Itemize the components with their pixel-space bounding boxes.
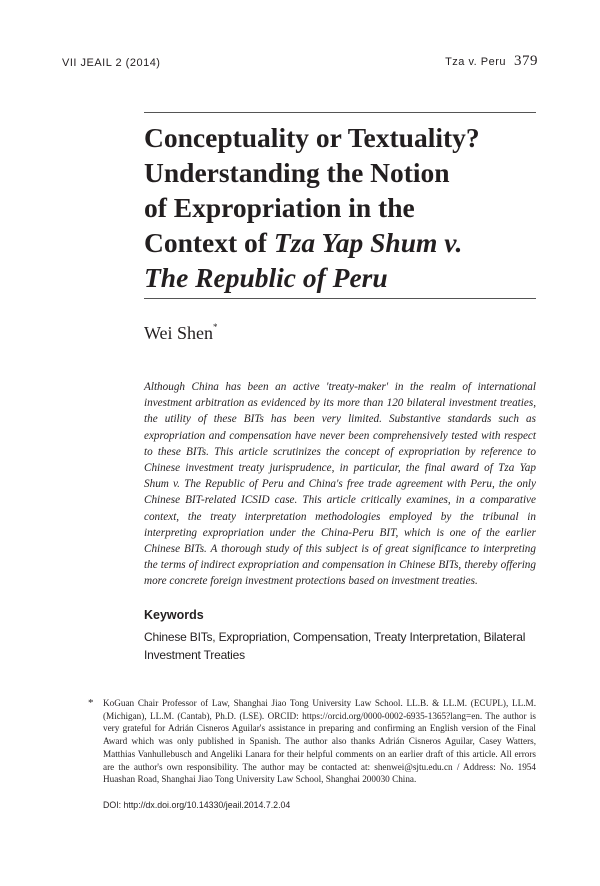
abstract: Although China has been an active 'treaty-maker' in the realm of international investment arbitration as evidenced by its more than 120 bilateral investment treaties, the utility of these BITs has been very limited. Substantive standards such as expropriation and compensation have never been comprehensively tested with respect to these BITs. This article scrutinizes the concept of expropriation by reference to Chinese investment treaty jurisprudence, in particular, the final award of Tza Yap Shum v. The Republic of Peru and China's free trade agreement with Peru, the only Chinese BIT-related ICSID case. This article critically examines, in a comparative context, the treaty interpretation methodologies employed by the tribunal in interpreting expropriation under the China-Peru BIT, which is one of the earlier Chinese BITs. A thorough study of this subject is of great significance to interpreting the terms of indirect expropriation and compensation in Chinese BITs, thereby offering more concrete foreign investment protections based on investment treaties.: [144, 381, 536, 588]
page-number: 379: [514, 53, 538, 69]
running-head-right: [445, 53, 538, 70]
keywords-heading: Keywords: [144, 608, 204, 622]
title-top-rule: [144, 112, 536, 113]
author-footnote-mark: *: [213, 322, 218, 332]
title-line-5-italic: The Republic of Peru: [144, 262, 388, 293]
title-line-4-plain: Context of: [144, 227, 274, 258]
title-line-4-italic: Tza Yap Shum v.: [273, 227, 463, 258]
running-head-short-title: Tza v. Peru: [445, 56, 506, 68]
title-line-2: Understanding the Notion: [144, 157, 450, 188]
running-head-journal: VII JEAIL 2 (2014): [62, 57, 161, 69]
keywords-list: Chinese BITs, Expropriation, Compensation, Treaty Interpretation, Bilateral Investment Treaties: [144, 630, 526, 662]
title-line-3: of Expropriation in the: [144, 192, 415, 223]
doi-line: DOI: http://dx.doi.org/10.14330/jeail.2014.7.2.04: [103, 800, 291, 810]
title-line-1: Conceptuality or Textuality?: [144, 122, 480, 153]
author-name-text: Wei Shen: [144, 323, 214, 343]
author-name: [144, 323, 218, 344]
title-bottom-rule: [144, 298, 536, 299]
author-footnote: KoGuan Chair Professor of Law, Shanghai Jiao Tong University Law School. LL.B. & LL.M. (ECUPL), LL.M. (Michigan), LL.M. (Cantab), Ph.D. (LSE). ORCID: https://orcid.org/0000-0002-6935-1365?lang=en. The author is very grateful for Adrián Cisneros Aguilar's assistance in preparing and confirming an English version of the Final Award which was only published in Spanish. The author also thanks Adrián Cisneros Aguilar, Casey Watters, Matthias Vanhullebusch and Angeliki Lanara for their helpful comments on an earlier draft of this article. All errors are the author's own responsibility. The author may be contacted at: shenwei@sjtu.edu.cn / Address: No. 1954 Huashan Road, Shanghai Jiao Tong University Law School, Shanghai 200030 China.: [103, 698, 536, 785]
footnote-marker: *: [88, 697, 94, 709]
article-title: [144, 120, 544, 295]
